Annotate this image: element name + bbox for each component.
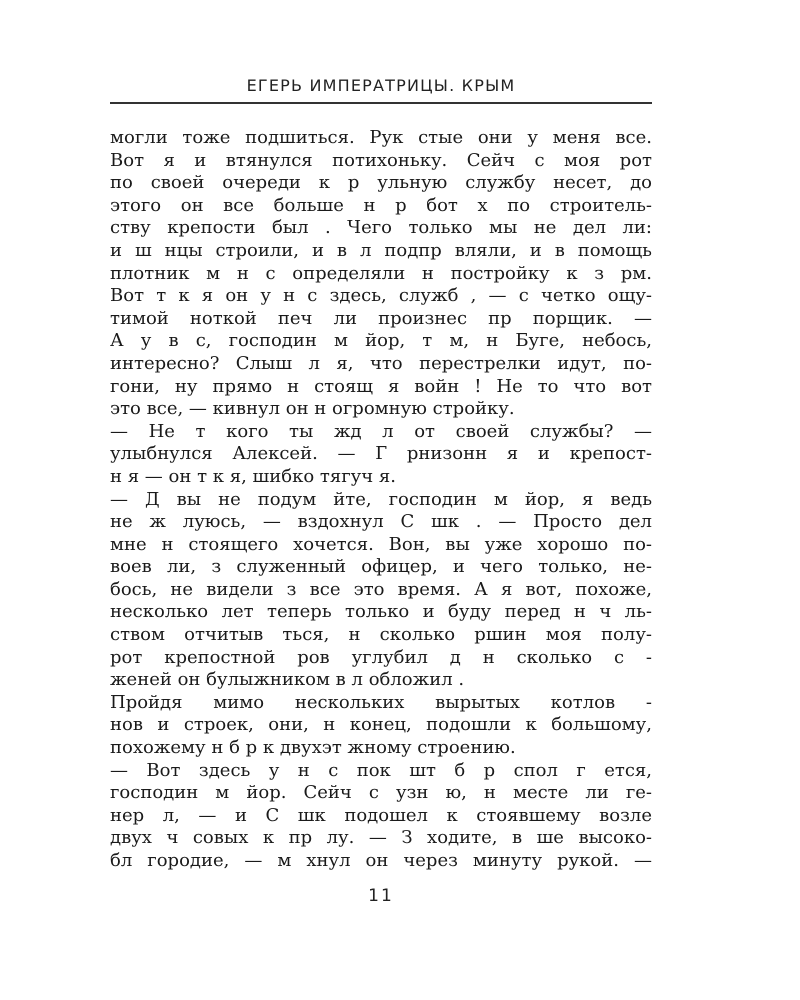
page-number: 11 [368, 886, 394, 906]
text-line: — Д вы не подум йте, господин м йор, я ведь [110, 488, 652, 510]
text-line: Пройдя мимо нескольких вырытых котлов - [110, 691, 652, 713]
text-line: — Вот здесь у н с пок шт б р спол г ется, [110, 759, 652, 781]
text-line: рот крепостной ров углубил д н сколько с - [110, 646, 652, 668]
text-line: гони, ну прямо н стоящ я войн ! Не то что вот [110, 375, 652, 397]
text-line: двух ч совых к пр лу. — З ходите, в ше высоко- [110, 827, 652, 849]
body-text [110, 127, 652, 873]
text-line: Вот я и втянулся потихоньку. Сейч с моя рот [110, 149, 652, 171]
text-line: воев ли, з служенный офицер, и чего только, не- [110, 556, 652, 578]
text-line: несколько лет теперь только и буду перед н ч ль- [110, 601, 652, 623]
text-line: плотник м н с определяли н постройку к з рм. [110, 262, 652, 284]
text-line: интересно? Слыш л я, что перестрелки идут, по- [110, 352, 652, 374]
text-line: мне н стоящего хочется. Вон, вы уже хорошо по- [110, 533, 652, 555]
text-line: женей он булыжником в л обложил . [110, 669, 465, 691]
text-line: н я — он т к я, шибко тягуч я. [110, 465, 396, 487]
text-line: господин м йор. Сейч с узн ю, н месте ли ге- [110, 782, 652, 804]
text-line: бось, не видели з все это время. А я вот, похоже, [110, 578, 652, 600]
text-line: по своей очереди к р ульную службу несет, до [110, 172, 652, 194]
text-line: нов и строек, они, н конец, подошли к большому, [110, 714, 652, 736]
text-line: бл городие, — м хнул он через минуту рукой. — [110, 850, 652, 871]
text-line: могли тоже подшиться. Рук стые они у меня все. [110, 127, 652, 148]
text-line: это все, — кивнул он н огромную стройку. [110, 398, 515, 420]
text-line: этого он все больше н р бот х по строитель- [110, 194, 652, 216]
running-head-title: ЕГЕРЬ ИМПЕРАТРИЦЫ. КРЫМ [246, 76, 516, 95]
text-line: тимой ноткой печ ли произнес пр порщик. — [110, 307, 652, 329]
text-line: ству крепости был . Чего только мы не дел ли: [110, 217, 652, 239]
text-line: А у в с, господин м йор, т м, н Буге, небось, [110, 330, 652, 352]
text-line: и ш нцы строили, и в л подпр вляли, и в помощь [110, 239, 652, 261]
header-rule [110, 102, 652, 104]
text-line: улыбнулся Алексей. — Г рнизонн я и крепост- [110, 443, 652, 465]
text-line: похожему н б р к двухэт жному строению. [110, 737, 516, 759]
text-line: — Не т кого ты жд л от своей службы? — [110, 420, 652, 442]
text-line: не ж луюсь, — вздохнул С шк . — Просто дел [110, 511, 652, 533]
text-line: Вот т к я он у н с здесь, служб , — с четко ощу- [110, 285, 652, 307]
text-line: ством отчитыв ться, н сколько ршин моя полу- [110, 624, 652, 646]
text-line: нер л, — и С шк подошел к стоявшему возле [110, 804, 652, 826]
